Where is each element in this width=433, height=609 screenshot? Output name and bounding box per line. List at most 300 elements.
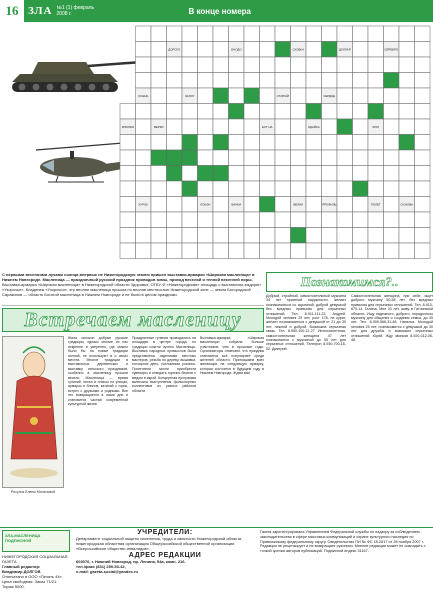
- crossword-cell[interactable]: [229, 243, 245, 259]
- crossword-cell[interactable]: [213, 181, 229, 197]
- crossword-cell[interactable]: [229, 135, 245, 151]
- crossword-cell[interactable]: [415, 228, 431, 244]
- crossword-cell[interactable]: [260, 42, 276, 58]
- crossword-cell[interactable]: [244, 57, 260, 73]
- crossword-cell[interactable]: [229, 57, 245, 73]
- crossword-cell[interactable]: [182, 42, 198, 58]
- crossword-cell[interactable]: [306, 243, 322, 259]
- article-columns: [2, 334, 264, 526]
- crossword-cell[interactable]: [368, 135, 384, 151]
- article-lead: С первыми весенними лучами солнца впервые не Нижегородскую землю пришел выставки-ярмарки «Широкая масленица» в Нижнем Новгороде. Масленица — праздничный русский праздник проводов зимы, приход веселой и теплой весенней поры.: [2, 272, 255, 282]
- crossword-cell[interactable]: [244, 26, 260, 42]
- crossword-cell[interactable]: [229, 181, 245, 197]
- crossword-cell[interactable]: [182, 228, 198, 244]
- crossword-cell[interactable]: [384, 181, 400, 197]
- crossword-cell[interactable]: [322, 104, 338, 120]
- crossword-cell[interactable]: [213, 197, 229, 213]
- subscription-logo: ЗЛА-МАСЛЕНИЦА ПОДПИСНОЙ: [2, 530, 70, 552]
- crossword-clue-text: ОДАЙКА: [307, 124, 320, 129]
- crossword-green-cell: [275, 42, 291, 58]
- crossword-green-cell: [337, 119, 353, 135]
- crossword-cell[interactable]: [368, 42, 384, 58]
- crossword-cell[interactable]: [167, 228, 183, 244]
- editorial-phone: тел./факс (831) 250-53-42,: [76, 564, 126, 569]
- crossword-cell[interactable]: [136, 42, 152, 58]
- crossword-clue-text: СЕРЕБРО: [384, 47, 399, 52]
- crossword-cell[interactable]: [260, 166, 276, 182]
- tank-illustration: [12, 62, 142, 92]
- crossword-cell[interactable]: [120, 150, 136, 166]
- crossword-cell[interactable]: [120, 166, 136, 182]
- crossword-cell[interactable]: [275, 135, 291, 151]
- crossword-cell[interactable]: [198, 150, 214, 166]
- crossword-cell[interactable]: [151, 26, 167, 42]
- crossword-cell[interactable]: [182, 243, 198, 259]
- crossword-cell[interactable]: [167, 135, 183, 151]
- crossword-clue-text: ОНОДО: [230, 47, 242, 52]
- crossword-cell[interactable]: [306, 181, 322, 197]
- crossword-cell[interactable]: [399, 119, 415, 135]
- crossword-cell[interactable]: [399, 212, 415, 228]
- crossword-cell[interactable]: [337, 135, 353, 151]
- crossword-cell[interactable]: [322, 57, 338, 73]
- crossword-cell[interactable]: [291, 212, 307, 228]
- crossword-cell[interactable]: [244, 166, 260, 182]
- crossword-cell[interactable]: [167, 104, 183, 120]
- crossword-cell[interactable]: [167, 181, 183, 197]
- crossword-cell[interactable]: [337, 88, 353, 104]
- crossword-cell[interactable]: [291, 73, 307, 89]
- crossword-cell[interactable]: [260, 57, 276, 73]
- crossword-cell[interactable]: [415, 150, 431, 166]
- crossword-cell[interactable]: [384, 57, 400, 73]
- crossword-cell[interactable]: [399, 181, 415, 197]
- crossword-cell[interactable]: [384, 212, 400, 228]
- crossword-cell[interactable]: [244, 181, 260, 197]
- crossword-cell[interactable]: [151, 181, 167, 197]
- crossword-green-cell: [291, 228, 307, 244]
- crossword-cell[interactable]: [167, 88, 183, 104]
- crossword-cell[interactable]: [213, 228, 229, 244]
- crossword-green-cell: [182, 150, 198, 166]
- crossword-cell[interactable]: [198, 88, 214, 104]
- crossword-cell[interactable]: [213, 104, 229, 120]
- crossword-cell[interactable]: [120, 197, 136, 213]
- crossword-cell[interactable]: [384, 197, 400, 213]
- acquaintance-section: [266, 272, 433, 526]
- crossword-cell[interactable]: [275, 73, 291, 89]
- crossword-cell[interactable]: [136, 57, 152, 73]
- crossword-cell[interactable]: [353, 212, 369, 228]
- crossword-cell[interactable]: [337, 243, 353, 259]
- crossword-cell[interactable]: [136, 104, 152, 120]
- crossword-cell[interactable]: [322, 135, 338, 151]
- crossword-cell[interactable]: [275, 104, 291, 120]
- crossword-cell[interactable]: [415, 119, 431, 135]
- crossword-green-cell: [198, 166, 214, 182]
- newspaper-logo: ЗЛА: [28, 5, 53, 17]
- crossword-cell[interactable]: [151, 88, 167, 104]
- acquaintance-column-1: Добрый, стройный, самостоятельный мужчина 34 лет приятной наружности, желает познакомиться со скромной, доброй девушкой без вредных привычек для серьезных отношений. Тел. 8-911-111-23. Андрей. Молодой человек 29 лет, рост 178, не курит, желает познакомиться с девушкой от 21 до 30 лет, нежной и доброй. Возможна серьезная связь. Тел. 8-950-100-12-27. Интеллигентная, самостоятельная женщина 47 лет познакомится с мужчиной до 55 лет для серьезных отношений. Телефон 8-930-700-16-02. Дмитрий.: [266, 294, 346, 351]
- crossword-cell[interactable]: [260, 73, 276, 89]
- crossword-cell[interactable]: [213, 119, 229, 135]
- article-intro: [2, 272, 264, 306]
- crossword-cell[interactable]: [384, 135, 400, 151]
- crossword-cell[interactable]: [415, 166, 431, 182]
- crossword-cell[interactable]: [291, 119, 307, 135]
- crossword-cell[interactable]: [353, 197, 369, 213]
- crossword-cell[interactable]: [291, 243, 307, 259]
- crossword-cell[interactable]: [306, 135, 322, 151]
- crossword-cell[interactable]: [337, 57, 353, 73]
- crossword-cell[interactable]: [399, 104, 415, 120]
- crossword-cell[interactable]: [306, 73, 322, 89]
- crossword-cell[interactable]: [399, 243, 415, 259]
- crossword-cell[interactable]: [275, 228, 291, 244]
- crossword-cell[interactable]: [198, 104, 214, 120]
- crossword-cell[interactable]: [244, 119, 260, 135]
- crossword-cell[interactable]: [353, 26, 369, 42]
- crossword-clue-text: ОСНОВА: [400, 202, 413, 207]
- crossword-cell[interactable]: [353, 104, 369, 120]
- crossword-cell[interactable]: [306, 212, 322, 228]
- page-number: 16: [0, 0, 24, 22]
- crossword-cell[interactable]: [415, 88, 431, 104]
- crossword-cell[interactable]: [182, 26, 198, 42]
- crossword-cell[interactable]: [244, 150, 260, 166]
- crossword-cell[interactable]: [322, 166, 338, 182]
- crossword-cell[interactable]: [415, 212, 431, 228]
- crossword-green-cell: [384, 73, 400, 89]
- crossword-cell[interactable]: [291, 104, 307, 120]
- crossword-cell[interactable]: [229, 88, 245, 104]
- crossword-cell[interactable]: [368, 57, 384, 73]
- crossword-cell[interactable]: [291, 135, 307, 151]
- crossword-cell[interactable]: [291, 26, 307, 42]
- crossword-cell[interactable]: [260, 88, 276, 104]
- crossword-cell[interactable]: [399, 73, 415, 89]
- crossword-cell[interactable]: [136, 150, 152, 166]
- crossword-clue-text: ПОЛЕТ: [370, 202, 381, 207]
- crossword-cell[interactable]: [167, 119, 183, 135]
- crossword-cell[interactable]: [182, 119, 198, 135]
- crossword-cell[interactable]: [322, 150, 338, 166]
- crossword-cell[interactable]: [213, 42, 229, 58]
- crossword-cell[interactable]: [229, 212, 245, 228]
- crossword-cell[interactable]: [353, 73, 369, 89]
- crossword-cell[interactable]: [151, 73, 167, 89]
- crossword-cell[interactable]: [244, 104, 260, 120]
- article-lead-2: Выставка-ярмарка «Широкая масленица» в Нижегородской области Здоровье, ОГБУ-Ф «Нижегородская» площадь с выставочно-юкдорин «Узорочье», Кладинеж «Узорочья», эту вполне масленица прошла по вполне местностью Нижегородской зоне — земли Богородской Саракинов — область Богатой масленица в Нижнем Новгороде и не были в целом праздники.: [2, 282, 261, 297]
- crossword-cell[interactable]: [368, 166, 384, 182]
- crossword-cell[interactable]: [337, 104, 353, 120]
- crossword-green-cell: [306, 104, 322, 120]
- crossword-cell[interactable]: [198, 228, 214, 244]
- crossword-cell[interactable]: [275, 243, 291, 259]
- crossword-cell[interactable]: [415, 181, 431, 197]
- crossword-cell[interactable]: [337, 73, 353, 89]
- crossword-cell[interactable]: [337, 181, 353, 197]
- crossword-cell[interactable]: [136, 135, 152, 151]
- crossword-cell[interactable]: [136, 166, 152, 182]
- crossword-cell[interactable]: [399, 166, 415, 182]
- crossword-cell[interactable]: [415, 135, 431, 151]
- crossword-green-cell: [167, 166, 183, 182]
- crossword-green-cell: [167, 150, 183, 166]
- crossword-cell[interactable]: [399, 42, 415, 58]
- crossword-cell[interactable]: [120, 135, 136, 151]
- article-banner-title: Встречаем масленицу: [24, 308, 242, 331]
- crossword-cell[interactable]: [275, 197, 291, 213]
- crossword-cell[interactable]: [291, 181, 307, 197]
- founders-title: УЧРЕДИТЕЛИ:: [137, 529, 193, 536]
- crossword-cell[interactable]: [136, 73, 152, 89]
- crossword-cell[interactable]: [136, 212, 152, 228]
- crossword-cell[interactable]: [384, 119, 400, 135]
- crossword-cell[interactable]: [322, 73, 338, 89]
- crossword-cell[interactable]: [275, 119, 291, 135]
- crossword-cell[interactable]: [151, 243, 167, 259]
- crossword-cell[interactable]: [384, 150, 400, 166]
- crossword-cell[interactable]: [120, 228, 136, 244]
- crossword-cell[interactable]: [353, 135, 369, 151]
- crossword-cell[interactable]: [182, 197, 198, 213]
- crossword-clue-text: ЗЛАТ: [372, 124, 380, 129]
- crossword-cell[interactable]: [136, 243, 152, 259]
- crossword-cell[interactable]: [337, 228, 353, 244]
- crossword-cell[interactable]: [306, 228, 322, 244]
- crossword-clue-text: КРЫЛЬЯ: [121, 124, 134, 129]
- crossword-green-cell: [151, 150, 167, 166]
- crossword-cell[interactable]: [291, 166, 307, 182]
- crossword-cell[interactable]: [275, 212, 291, 228]
- crossword-cell[interactable]: [244, 135, 260, 151]
- crossword-cell[interactable]: [306, 88, 322, 104]
- crossword-cell[interactable]: [120, 212, 136, 228]
- crossword-cell[interactable]: [198, 181, 214, 197]
- crossword-cell[interactable]: [306, 57, 322, 73]
- crossword-cell[interactable]: [167, 57, 183, 73]
- crossword-cell[interactable]: [306, 197, 322, 213]
- crossword-cell[interactable]: [151, 57, 167, 73]
- crossword-cell[interactable]: [167, 73, 183, 89]
- crossword-cell[interactable]: [306, 42, 322, 58]
- crossword-clue-text: ВЕРКИ: [153, 124, 164, 129]
- crossword-cell[interactable]: [415, 26, 431, 42]
- crossword-cell[interactable]: [368, 26, 384, 42]
- crossword-cell[interactable]: [399, 228, 415, 244]
- crossword-cell[interactable]: [120, 181, 136, 197]
- crossword-green-cell: [260, 197, 276, 213]
- crossword-cell[interactable]: [229, 166, 245, 182]
- crossword-cell[interactable]: [182, 73, 198, 89]
- crossword-cell[interactable]: [384, 243, 400, 259]
- crossword-cell[interactable]: [151, 135, 167, 151]
- crossword-cell[interactable]: [353, 57, 369, 73]
- crossword-cell[interactable]: [399, 88, 415, 104]
- crossword-cell[interactable]: [368, 73, 384, 89]
- crossword-cell[interactable]: [136, 181, 152, 197]
- crossword-cell[interactable]: [151, 104, 167, 120]
- crossword-cell[interactable]: [213, 57, 229, 73]
- crossword-cell[interactable]: [136, 119, 152, 135]
- crossword-cell[interactable]: [229, 26, 245, 42]
- crossword-cell[interactable]: [213, 150, 229, 166]
- folk-art-drawing: [3, 337, 65, 489]
- crossword-cell[interactable]: [353, 150, 369, 166]
- crossword-cell[interactable]: [322, 212, 338, 228]
- crossword-cell[interactable]: [322, 181, 338, 197]
- crossword-cell[interactable]: [337, 150, 353, 166]
- crossword-cell[interactable]: [415, 57, 431, 73]
- crossword-cell[interactable]: [275, 181, 291, 197]
- crossword-cell[interactable]: [244, 243, 260, 259]
- crossword-cell[interactable]: [136, 228, 152, 244]
- crossword-cell[interactable]: [337, 197, 353, 213]
- crossword-cell[interactable]: [151, 42, 167, 58]
- crossword-cell[interactable]: [353, 88, 369, 104]
- crossword-cell[interactable]: [167, 197, 183, 213]
- crossword-cell[interactable]: [198, 26, 214, 42]
- crossword-cell[interactable]: [337, 212, 353, 228]
- crossword-cell[interactable]: [198, 243, 214, 259]
- crossword-cell[interactable]: [384, 166, 400, 182]
- crossword-cell[interactable]: [260, 181, 276, 197]
- crossword-cell[interactable]: [399, 150, 415, 166]
- crossword-cell[interactable]: [151, 212, 167, 228]
- crossword-cell[interactable]: [322, 26, 338, 42]
- crossword-cell[interactable]: [275, 26, 291, 42]
- crossword-cell[interactable]: [306, 166, 322, 182]
- crossword-cell[interactable]: [120, 104, 136, 120]
- crossword-cell[interactable]: [244, 73, 260, 89]
- crossword-cell[interactable]: [260, 104, 276, 120]
- crossword-cell[interactable]: [198, 57, 214, 73]
- crossword-cell[interactable]: [244, 197, 260, 213]
- crossword-clue-text: БАНКИ: [231, 202, 242, 207]
- crossword-cell[interactable]: [322, 243, 338, 259]
- crossword-clue-text: КУРОК: [138, 202, 148, 207]
- crossword-cell[interactable]: [291, 150, 307, 166]
- crossword-cell[interactable]: [213, 26, 229, 42]
- crossword-cell[interactable]: [291, 57, 307, 73]
- crossword-green-cell: [244, 88, 260, 104]
- crossword-cell[interactable]: [384, 104, 400, 120]
- crossword-cell[interactable]: [275, 166, 291, 182]
- crossword-cell[interactable]: [399, 57, 415, 73]
- crossword-cell[interactable]: [368, 88, 384, 104]
- crossword-cell[interactable]: [260, 135, 276, 151]
- crossword-cell[interactable]: [337, 166, 353, 182]
- crossword-green-cell: [213, 135, 229, 151]
- crossword-cell[interactable]: [415, 104, 431, 120]
- masleniza-article: [2, 272, 264, 526]
- crossword-cell[interactable]: [368, 150, 384, 166]
- crossword-green-cell: [399, 135, 415, 151]
- crossword-cell[interactable]: [244, 42, 260, 58]
- crossword-cell[interactable]: [244, 228, 260, 244]
- crossword-cell[interactable]: [260, 243, 276, 259]
- crossword-cell[interactable]: [213, 73, 229, 89]
- print-info: Отпечатано в ООО «Печать 44». Цена свободная. Заказ 71/21. Тираж 5000.: [2, 574, 63, 589]
- crossword-cell[interactable]: [260, 228, 276, 244]
- crossword-cell[interactable]: [415, 243, 431, 259]
- legal-notice: Газета зарегистрирована Управлением Федеральной службы по надзору за соблюдением законодательства в сфере массовых коммуникаций и охране культурного наследия по Приволжскому федеральному округу. Свидетельство ПИ № ФС 18-2617 от 28 ноября 2007 г. Редакция не рецензирует и не возвращает рукописи. Мнение редакции может не совпадать с точкой зрения авторов публикаций. Подписной индекс 31167.: [260, 530, 426, 554]
- crossword-cell[interactable]: [353, 243, 369, 259]
- crossword-cell[interactable]: [275, 150, 291, 166]
- crossword-cell[interactable]: [415, 73, 431, 89]
- crossword-cell[interactable]: [198, 119, 214, 135]
- editor-label: Главный редактор:: [2, 564, 41, 569]
- crossword-cell[interactable]: [384, 26, 400, 42]
- crossword-cell[interactable]: [198, 212, 214, 228]
- crossword-cell[interactable]: [167, 212, 183, 228]
- editorial-address: 603076, г. Нижний Новгород, пр. Ленина, 54а, комн. 216.: [76, 559, 186, 564]
- crossword-cell[interactable]: [182, 212, 198, 228]
- crossword-cell[interactable]: [213, 212, 229, 228]
- crossword-cell[interactable]: [368, 243, 384, 259]
- crossword-cell[interactable]: [399, 26, 415, 42]
- crossword-cell[interactable]: [120, 243, 136, 259]
- crossword-cell[interactable]: [368, 212, 384, 228]
- crossword-cell[interactable]: [151, 166, 167, 182]
- crossword-cell[interactable]: [229, 150, 245, 166]
- crossword-cell[interactable]: [291, 88, 307, 104]
- crossword-cell[interactable]: [151, 197, 167, 213]
- crossword-cell[interactable]: [322, 119, 338, 135]
- crossword-cell[interactable]: [167, 26, 183, 42]
- crossword-cell[interactable]: [337, 26, 353, 42]
- crossword-cell[interactable]: [322, 228, 338, 244]
- editor-name: Владимир ДОЛГОВ: [2, 569, 41, 574]
- crossword-cell[interactable]: [368, 181, 384, 197]
- crossword-cell[interactable]: [353, 119, 369, 135]
- crossword-cell[interactable]: [229, 73, 245, 89]
- section-title: В конце номера: [188, 6, 251, 16]
- article-banner: [2, 308, 264, 332]
- crossword-cell[interactable]: [182, 104, 198, 120]
- crossword-cell[interactable]: [384, 228, 400, 244]
- crossword-cell[interactable]: [260, 212, 276, 228]
- crossword-cell[interactable]: [260, 150, 276, 166]
- crossword-cell[interactable]: [182, 57, 198, 73]
- page-header: [0, 0, 433, 22]
- crossword-cell[interactable]: [182, 166, 198, 182]
- crossword-cell[interactable]: [306, 150, 322, 166]
- crossword-cell[interactable]: [384, 88, 400, 104]
- crossword-cell[interactable]: [136, 26, 152, 42]
- crossword-cell[interactable]: [198, 42, 214, 58]
- crossword-cell[interactable]: [244, 212, 260, 228]
- crossword-cell[interactable]: [229, 119, 245, 135]
- crossword-cell[interactable]: [353, 228, 369, 244]
- crossword-clue-text: ЛОКОН: [200, 202, 211, 207]
- crossword-cell[interactable]: [415, 197, 431, 213]
- crossword-cell[interactable]: [260, 26, 276, 42]
- crossword-cell[interactable]: [167, 243, 183, 259]
- crossword-cell[interactable]: [275, 57, 291, 73]
- crossword-cell[interactable]: [306, 26, 322, 42]
- crossword-cell[interactable]: [198, 73, 214, 89]
- crossword-cell[interactable]: [353, 42, 369, 58]
- crossword-cell[interactable]: [368, 228, 384, 244]
- crossword-cell[interactable]: [415, 42, 431, 58]
- crossword-cell[interactable]: [198, 135, 214, 151]
- crossword-cell[interactable]: [229, 228, 245, 244]
- crossword-cell[interactable]: [213, 243, 229, 259]
- crossword-cell[interactable]: [151, 228, 167, 244]
- crossword-cell[interactable]: [353, 166, 369, 182]
